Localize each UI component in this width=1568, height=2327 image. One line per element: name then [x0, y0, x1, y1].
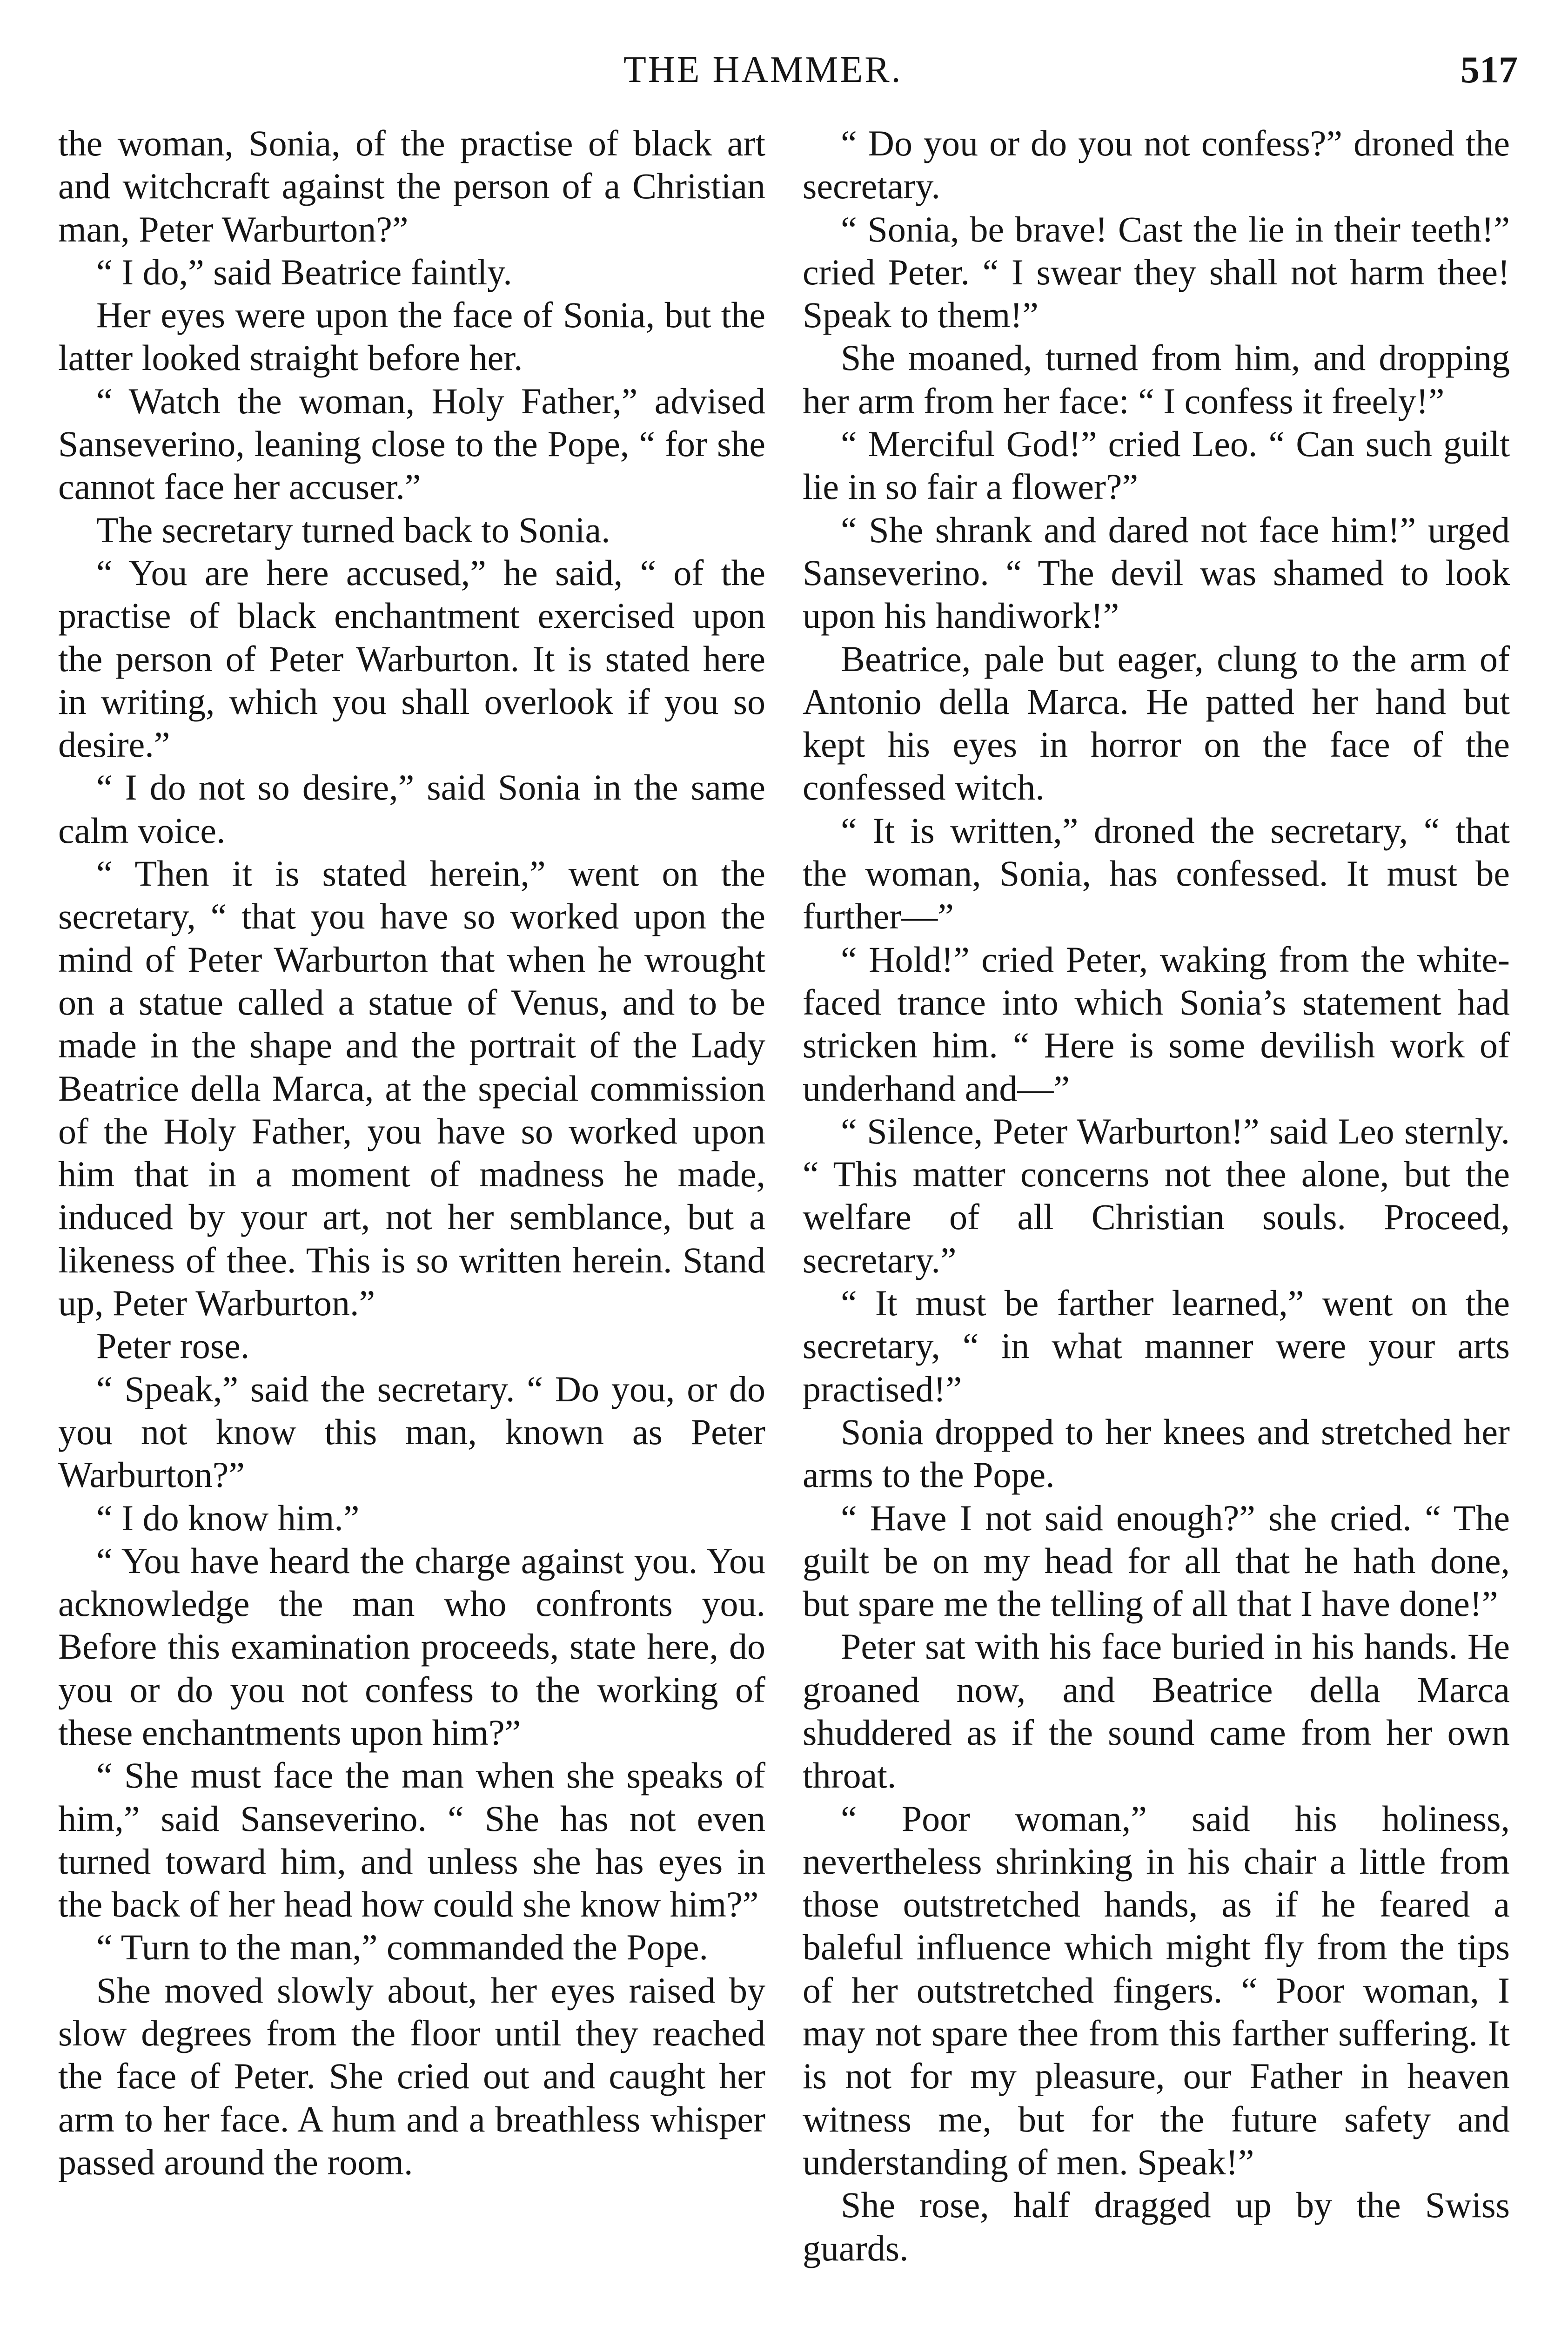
paragraph: “ I do know him.”	[96, 1497, 360, 1538]
paragraph: “ Turn to the man,” commanded the Pope.	[96, 1927, 708, 1968]
paragraph: “ Silence, Peter Warburton!” said Leo sternly. “ This matter concerns not thee alone, but the welfare of all Christian souls. Proceed, secretary.”	[803, 1110, 1510, 1280]
paragraph: “ It must be farther learned,” went on the secretary, “ in what manner were your arts practised!”	[803, 1283, 1510, 1409]
paragraph: “ She shrank and dared not face him!” urged Sanseverino. “ The devil was shamed to look upon his handiwork!”	[803, 509, 1510, 636]
paragraph: “ I do not so desire,” said Sonia in the same calm voice.	[58, 767, 765, 851]
paragraph: Sonia dropped to her knees and stretched her arms to the Pope.	[803, 1411, 1510, 1495]
page-number: 517	[1461, 48, 1518, 91]
paragraph: Her eyes were upon the face of Sonia, but the latter looked straight before her.	[58, 295, 765, 378]
paragraph: “ Sonia, be brave! Cast the lie in their teeth!” cried Peter. “ I swear they shall not harm thee! Speak to them!”	[803, 208, 1510, 336]
paragraph: “ Poor woman,” said his holiness, nevertheless shrinking in his chair a little from those outstretched hands, as if he feared a baleful influence which might fly from the tips of her outstretched fingers. “ Poor woman, I may not spare thee from this farther suffering. It is not for my pleasure, our Father in heaven witness me, but for the future safety and understanding of men. Speak!”	[803, 1798, 1510, 2182]
right-column	[803, 122, 1510, 2270]
paragraph: “ Speak,” said the secretary. “ Do you, or do you not know this man, known as Peter Warburton?”	[58, 1368, 765, 1495]
paragraph: “ Then it is stated herein,” went on the secretary, “ that you have so worked upon the mind of Peter Warburton that when he wrought on a statue called a statue of Venus, and to be made in the shape and the portrait of the Lady Beatrice della Marca, at the special commission of the Holy Father, you have so worked upon him that in a moment of madness he made, induced by your art, not her semblance, but a likeness of thee. This is so written herein. Stand up, Peter Warburton.”	[58, 853, 765, 1324]
paragraph: She rose, half dragged up by the Swiss guards.	[803, 2185, 1510, 2268]
paragraph: She moaned, turned from him, and dropping her arm from her face: “ I confess it freely!”	[803, 337, 1510, 421]
paragraph: “ Do you or do you not confess?” droned the secretary.	[803, 123, 1510, 207]
paragraph: “ You are here accused,” he said, “ of the practise of black enchantment exercised upon the person of Peter Warburton. It is stated here in writing, which you shall overlook if you so desire.”	[58, 552, 765, 765]
paragraph: “ Watch the woman, Holy Father,” advised Sanseverino, leaning close to the Pope, “ for she cannot face her accuser.”	[58, 380, 765, 507]
paragraph: The secretary turned back to Sonia.	[96, 509, 610, 550]
paragraph: She moved slowly about, her eyes raised by slow degrees from the floor until they reached the face of Peter. She cried out and caught her arm to her face. A hum and a breathless whisper passed around the room.	[58, 1970, 765, 2182]
paragraph: “ Have I not said enough?” she cried. “ The guilt be on my head for all that he hath done, but spare me the telling of all that I have done!”	[803, 1497, 1510, 1624]
left-column	[58, 122, 765, 2184]
paragraph: “ You have heard the charge against you. You acknowledge the man who confronts you. Before this examination proceeds, state here, do you or do you not confess to the working of these enchantments upon him?”	[58, 1540, 765, 1753]
paragraph: “ Merciful God!” cried Leo. “ Can such guilt lie in so fair a flower?”	[803, 424, 1510, 507]
paragraph: Peter sat with his face buried in his hands. He groaned now, and Beatrice della Marca shuddered as if the sound came from her own throat.	[803, 1626, 1510, 1796]
paragraph: “ I do,” said Beatrice faintly.	[96, 251, 512, 292]
paragraph: “ Hold!” cried Peter, waking from the white-faced trance into which Sonia’s statement had stricken him. “ Here is some devilish work of underhand and—”	[803, 939, 1510, 1109]
paragraph: “ She must face the man when she speaks of him,” said Sanseverino. “ She has not even turned toward him, and unless she has eyes in the back of her head how could she know him?”	[58, 1755, 765, 1925]
running-title: THE HAMMER.	[623, 49, 903, 90]
paragraph: Peter rose.	[96, 1325, 250, 1366]
paragraph: the woman, Sonia, of the practise of black art and witchcraft against the person of a Christian man, Peter Warburton?”	[58, 123, 765, 249]
running-head	[0, 44, 1568, 95]
paragraph: “ It is written,” droned the secretary, “ that the woman, Sonia, has confessed. It must be further—”	[803, 810, 1510, 937]
paragraph: Beatrice, pale but eager, clung to the arm of Antonio della Marca. He patted her hand but kept his eyes in horror on the face of the confessed witch.	[803, 638, 1510, 808]
